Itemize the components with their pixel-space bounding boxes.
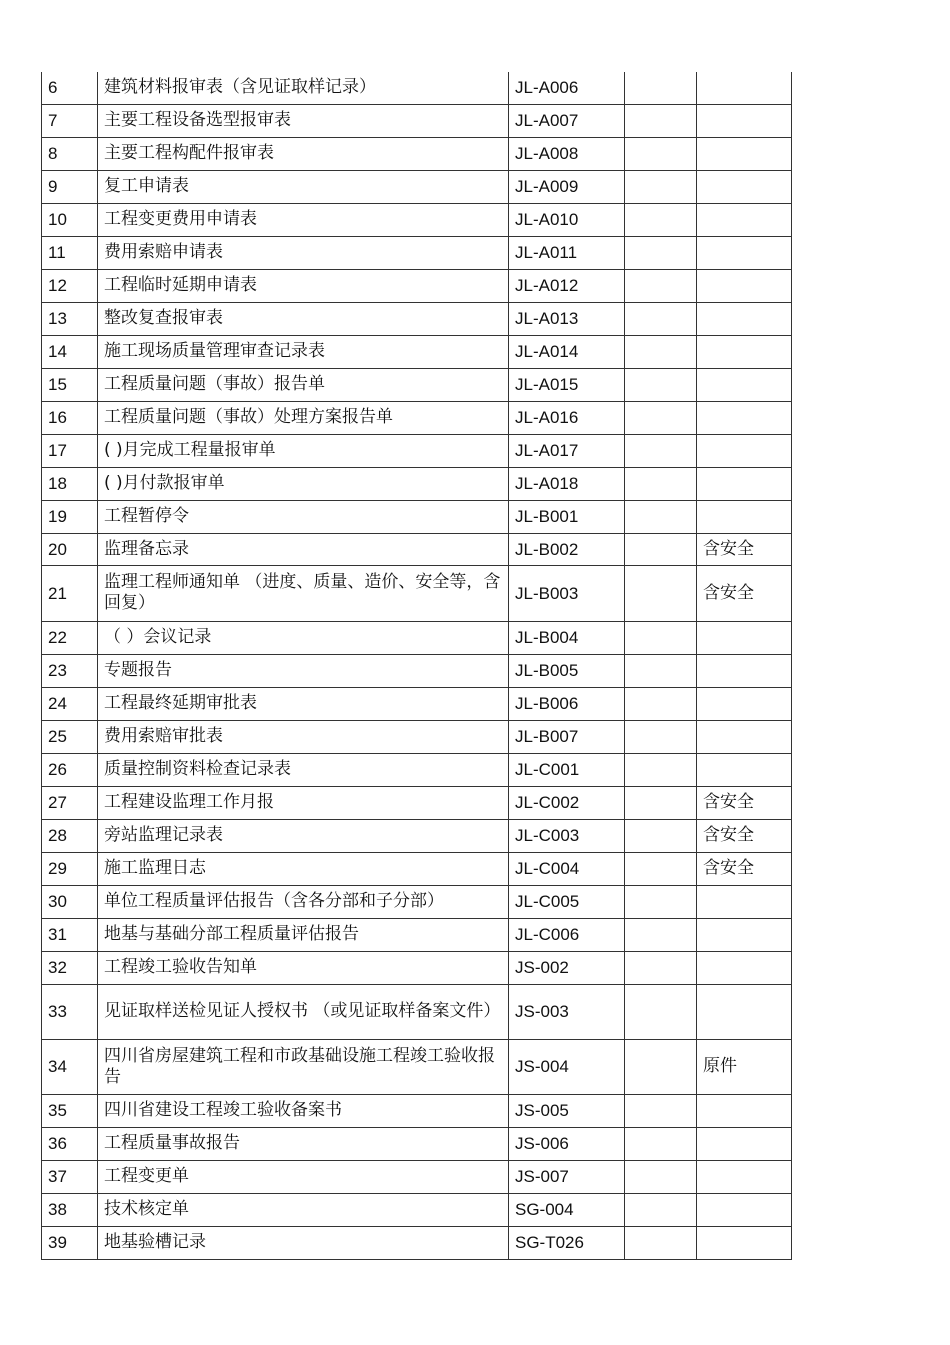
table-row — [42, 335, 792, 368]
blank-cell — [625, 401, 697, 434]
document-code: JL-C004 — [509, 852, 625, 885]
table-row — [42, 1094, 792, 1127]
row-number: 37 — [42, 1160, 98, 1193]
table-row — [42, 500, 792, 533]
document-code: JL-A009 — [509, 170, 625, 203]
blank-cell — [625, 1160, 697, 1193]
document-name: 监理备忘录 — [98, 533, 509, 565]
blank-cell — [625, 786, 697, 819]
document-code: SG-004 — [509, 1193, 625, 1226]
table-row — [42, 170, 792, 203]
table-row — [42, 852, 792, 885]
document-table-body — [42, 72, 792, 1259]
document-name: 质量控制资料检查记录表 — [98, 753, 509, 786]
note-cell: 含安全 — [697, 819, 792, 852]
blank-cell — [625, 720, 697, 753]
row-number: 16 — [42, 401, 98, 434]
row-number: 38 — [42, 1193, 98, 1226]
row-number: 15 — [42, 368, 98, 401]
row-number: 19 — [42, 500, 98, 533]
blank-cell — [625, 302, 697, 335]
row-number: 28 — [42, 819, 98, 852]
note-cell — [697, 1160, 792, 1193]
table-row — [42, 401, 792, 434]
row-number: 39 — [42, 1226, 98, 1259]
blank-cell — [625, 753, 697, 786]
table-row — [42, 885, 792, 918]
document-name: 监理工程师通知单 （进度、质量、造价、安全等，含回复） — [98, 565, 509, 621]
document-name: 四川省建设工程竣工验收备案书 — [98, 1094, 509, 1127]
blank-cell — [625, 137, 697, 170]
row-number: 33 — [42, 984, 98, 1039]
row-number: 17 — [42, 434, 98, 467]
row-number: 24 — [42, 687, 98, 720]
note-cell — [697, 500, 792, 533]
row-number: 21 — [42, 565, 98, 621]
blank-cell — [625, 1127, 697, 1160]
note-cell — [697, 753, 792, 786]
blank-cell — [625, 533, 697, 565]
row-number: 8 — [42, 137, 98, 170]
note-cell: 原件 — [697, 1039, 792, 1094]
note-cell — [697, 170, 792, 203]
note-cell — [697, 302, 792, 335]
document-code: JS-007 — [509, 1160, 625, 1193]
table-row — [42, 1193, 792, 1226]
table-row — [42, 951, 792, 984]
note-cell — [697, 269, 792, 302]
blank-cell — [625, 269, 697, 302]
row-number: 32 — [42, 951, 98, 984]
table-row — [42, 269, 792, 302]
row-number: 36 — [42, 1127, 98, 1160]
document-name: 技术核定单 — [98, 1193, 509, 1226]
table-row — [42, 368, 792, 401]
blank-cell — [625, 621, 697, 654]
row-number: 10 — [42, 203, 98, 236]
document-code: JL-A018 — [509, 467, 625, 500]
document-table — [41, 72, 792, 1260]
document-name: ( )月完成工程量报审单 — [98, 434, 509, 467]
document-name: 地基验槽记录 — [98, 1226, 509, 1259]
document-name: 费用索赔申请表 — [98, 236, 509, 269]
document-code: JL-A017 — [509, 434, 625, 467]
document-code: JS-004 — [509, 1039, 625, 1094]
table-row — [42, 236, 792, 269]
document-name: 施工监理日志 — [98, 852, 509, 885]
table-row — [42, 786, 792, 819]
document-name: 工程建设监理工作月报 — [98, 786, 509, 819]
document-code: JL-B001 — [509, 500, 625, 533]
note-cell — [697, 885, 792, 918]
row-number: 14 — [42, 335, 98, 368]
blank-cell — [625, 1226, 697, 1259]
document-name: 施工现场质量管理审查记录表 — [98, 335, 509, 368]
blank-cell — [625, 368, 697, 401]
blank-cell — [625, 467, 697, 500]
document-code: JL-C005 — [509, 885, 625, 918]
blank-cell — [625, 951, 697, 984]
table-row — [42, 434, 792, 467]
note-cell: 含安全 — [697, 786, 792, 819]
table-row — [42, 1127, 792, 1160]
blank-cell — [625, 852, 697, 885]
document-name: 主要工程构配件报审表 — [98, 137, 509, 170]
row-number: 22 — [42, 621, 98, 654]
row-number: 31 — [42, 918, 98, 951]
blank-cell — [625, 984, 697, 1039]
document-code: SG-T026 — [509, 1226, 625, 1259]
table-row — [42, 137, 792, 170]
blank-cell — [625, 819, 697, 852]
note-cell — [697, 467, 792, 500]
blank-cell — [625, 654, 697, 687]
document-name: 主要工程设备选型报审表 — [98, 104, 509, 137]
row-number: 13 — [42, 302, 98, 335]
document-code: JL-B003 — [509, 565, 625, 621]
row-number: 35 — [42, 1094, 98, 1127]
blank-cell — [625, 236, 697, 269]
note-cell: 含安全 — [697, 533, 792, 565]
row-number: 29 — [42, 852, 98, 885]
document-name: 地基与基础分部工程质量评估报告 — [98, 918, 509, 951]
document-code: JL-B006 — [509, 687, 625, 720]
document-code: JL-C006 — [509, 918, 625, 951]
document-code: JL-A013 — [509, 302, 625, 335]
blank-cell — [625, 1039, 697, 1094]
document-code: JL-B007 — [509, 720, 625, 753]
note-cell — [697, 687, 792, 720]
table-row — [42, 819, 792, 852]
document-name: 复工申请表 — [98, 170, 509, 203]
document-name: ( )月付款报审单 — [98, 467, 509, 500]
document-code: JL-A012 — [509, 269, 625, 302]
table-row — [42, 984, 792, 1039]
table-row — [42, 203, 792, 236]
document-code: JL-A015 — [509, 368, 625, 401]
document-name: 见证取样送检见证人授权书 （或见证取样备案文件） — [98, 984, 509, 1039]
table-row — [42, 1039, 792, 1094]
note-cell — [697, 335, 792, 368]
blank-cell — [625, 1193, 697, 1226]
document-code: JL-A014 — [509, 335, 625, 368]
document-code: JL-B002 — [509, 533, 625, 565]
note-cell — [697, 951, 792, 984]
document-code: JS-003 — [509, 984, 625, 1039]
document-name: 专题报告 — [98, 654, 509, 687]
note-cell — [697, 1193, 792, 1226]
row-number: 26 — [42, 753, 98, 786]
note-cell — [697, 401, 792, 434]
blank-cell — [625, 885, 697, 918]
table-row — [42, 687, 792, 720]
blank-cell — [625, 565, 697, 621]
document-name: 工程竣工验收告知单 — [98, 951, 509, 984]
document-code: JL-A008 — [509, 137, 625, 170]
table-row — [42, 1226, 792, 1259]
document-name: 单位工程质量评估报告（含各分部和子分部） — [98, 885, 509, 918]
note-cell — [697, 984, 792, 1039]
document-code: JL-C003 — [509, 819, 625, 852]
document-name: 工程质量问题（事故）处理方案报告单 — [98, 401, 509, 434]
note-cell — [697, 203, 792, 236]
document-name: （ ）会议记录 — [98, 621, 509, 654]
document-name: 工程变更单 — [98, 1160, 509, 1193]
document-code: JS-005 — [509, 1094, 625, 1127]
document-name: 费用索赔审批表 — [98, 720, 509, 753]
row-number: 30 — [42, 885, 98, 918]
row-number: 11 — [42, 236, 98, 269]
note-cell — [697, 720, 792, 753]
row-number: 23 — [42, 654, 98, 687]
table-row — [42, 302, 792, 335]
document-name: 四川省房屋建筑工程和市政基础设施工程竣工验收报告 — [98, 1039, 509, 1094]
note-cell — [697, 1127, 792, 1160]
blank-cell — [625, 500, 697, 533]
document-code: JS-006 — [509, 1127, 625, 1160]
blank-cell — [625, 434, 697, 467]
note-cell — [697, 621, 792, 654]
row-number: 25 — [42, 720, 98, 753]
document-name: 旁站监理记录表 — [98, 819, 509, 852]
note-cell — [697, 1094, 792, 1127]
note-cell — [697, 918, 792, 951]
document-code: JS-002 — [509, 951, 625, 984]
document-code: JL-A007 — [509, 104, 625, 137]
row-number: 12 — [42, 269, 98, 302]
note-cell: 含安全 — [697, 565, 792, 621]
row-number: 9 — [42, 170, 98, 203]
document-code: JL-C002 — [509, 786, 625, 819]
table-row — [42, 654, 792, 687]
document-code: JL-B005 — [509, 654, 625, 687]
blank-cell — [625, 72, 697, 104]
note-cell — [697, 368, 792, 401]
document-name: 工程最终延期审批表 — [98, 687, 509, 720]
document-name: 工程变更费用申请表 — [98, 203, 509, 236]
document-code: JL-A006 — [509, 72, 625, 104]
table-row — [42, 1160, 792, 1193]
note-cell — [697, 72, 792, 104]
blank-cell — [625, 170, 697, 203]
note-cell — [697, 236, 792, 269]
blank-cell — [625, 687, 697, 720]
document-name: 工程质量事故报告 — [98, 1127, 509, 1160]
table-row — [42, 918, 792, 951]
row-number: 34 — [42, 1039, 98, 1094]
note-cell — [697, 104, 792, 137]
table-row — [42, 72, 792, 104]
table-row — [42, 753, 792, 786]
blank-cell — [625, 1094, 697, 1127]
table-row — [42, 467, 792, 500]
note-cell — [697, 654, 792, 687]
document-code: JL-B004 — [509, 621, 625, 654]
note-cell — [697, 137, 792, 170]
blank-cell — [625, 203, 697, 236]
blank-cell — [625, 918, 697, 951]
document-code: JL-A010 — [509, 203, 625, 236]
table-row — [42, 533, 792, 565]
row-number: 27 — [42, 786, 98, 819]
document-name: 整改复查报审表 — [98, 302, 509, 335]
note-cell — [697, 434, 792, 467]
document-code: JL-A016 — [509, 401, 625, 434]
row-number: 7 — [42, 104, 98, 137]
document-name: 工程质量问题（事故）报告单 — [98, 368, 509, 401]
row-number: 20 — [42, 533, 98, 565]
table-row — [42, 565, 792, 621]
document-code: JL-C001 — [509, 753, 625, 786]
document-code: JL-A011 — [509, 236, 625, 269]
note-cell: 含安全 — [697, 852, 792, 885]
table-row — [42, 720, 792, 753]
table-row — [42, 104, 792, 137]
note-cell — [697, 1226, 792, 1259]
row-number: 18 — [42, 467, 98, 500]
document-name: 建筑材料报审表（含见证取样记录） — [98, 72, 509, 104]
document-name: 工程临时延期申请表 — [98, 269, 509, 302]
row-number: 6 — [42, 72, 98, 104]
table-row — [42, 621, 792, 654]
blank-cell — [625, 104, 697, 137]
document-name: 工程暂停令 — [98, 500, 509, 533]
blank-cell — [625, 335, 697, 368]
